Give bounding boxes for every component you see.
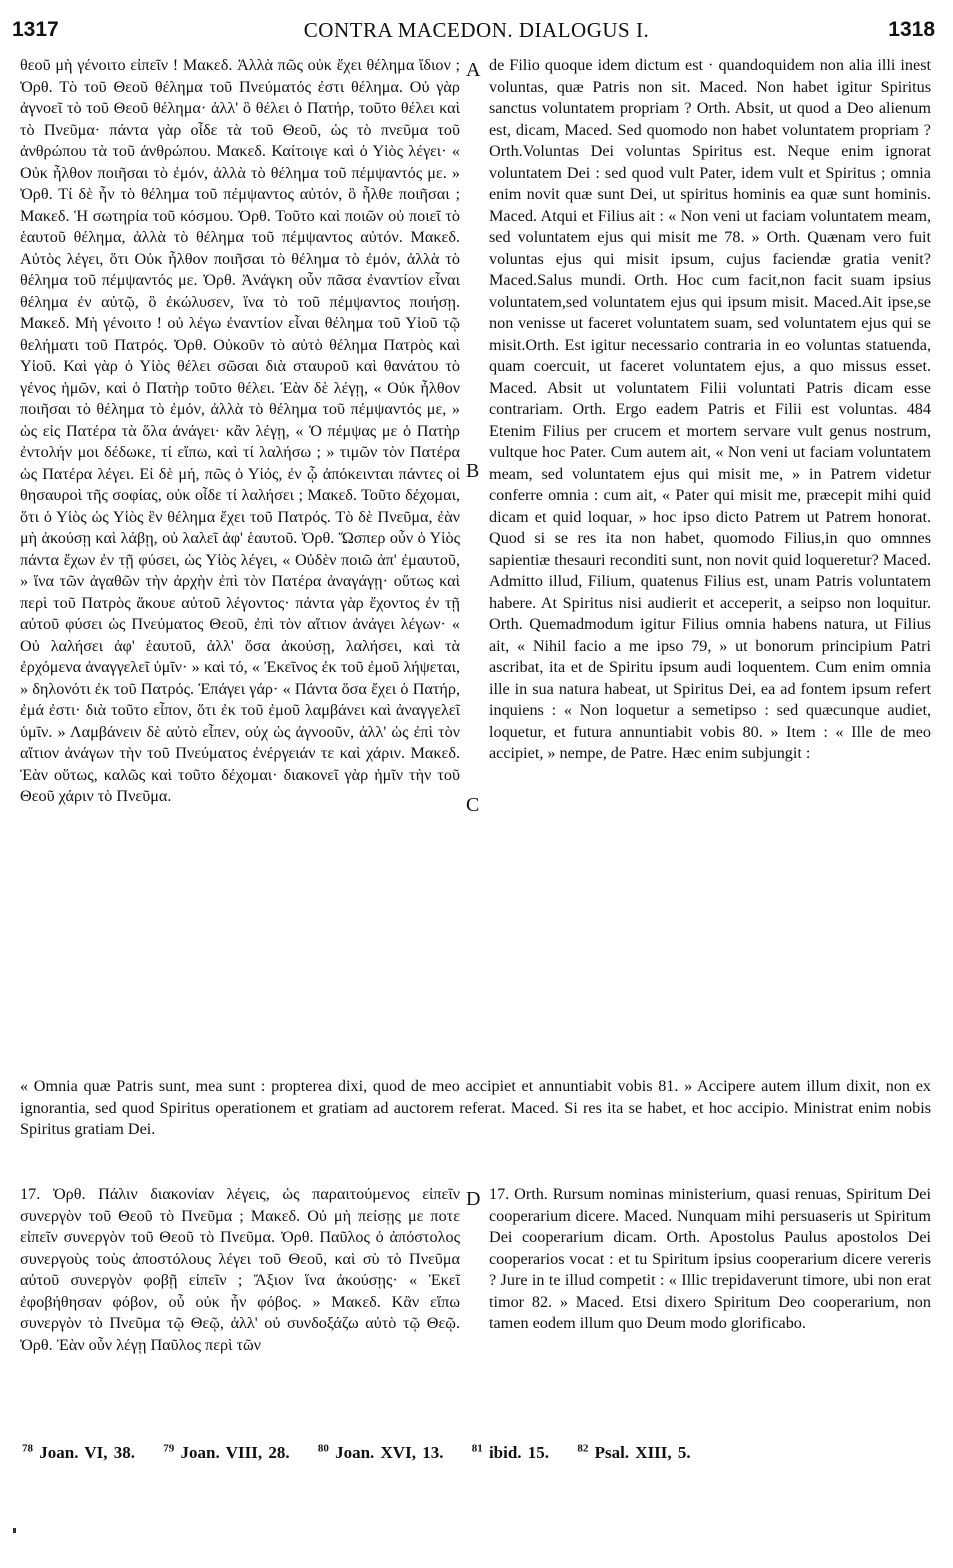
page-header [10, 18, 943, 50]
footnotes [22, 1442, 713, 1463]
running-title: CONTRA MACEDON. DIALOGUS I. [303, 18, 650, 42]
footnote [318, 1443, 444, 1462]
footnote-number: 78 [22, 1442, 33, 1454]
full-width-text: « Omnia quæ Patris sunt, mea sunt : propterea dixi, quod de meo accipiet et annuntiabit vobis 81. » Accipere autem illum dixit, non ex ignorantia, sed quod Spiritus operationem et gratiam ad auctorem referat. Maced. Si res ita se habet, et hoc accipio. Ministrat enim nobis Spiritus gratiam Dei. [20, 1077, 931, 1138]
footnote [577, 1443, 690, 1462]
latin-text-top: de Filio quoque idem dictum est · quandoquidem non alia illi inest voluntas, quæ Patris non sit. Maced. Non habet igitur Spiritus sanctus voluntatem propriam ? Orth. Absit, ut quod a Deo alienum est, dicam, Maced. Sed quomodo non habet voluntatem propriam ? Orth.Voluntas Dei voluntas Spiritus est. Neque enim ignorat voluntatem Dei : sed quod vult Pater, idem vult et Spiritus ; omnia enim novit quæ sunt Dei, ut spiritus hominis ea quæ sunt hominis. Maced. Atqui et Filius ait : « Non veni ut faciam voluntatem meam, sed voluntatem ejus qui misit me 78. » Orth. Quænam vero fuit voluntas ejus qui misit ipsum, cujus faciendæ gratia venit?Maced.Salus mundi. Orth. Hoc cum facit,non facit suam ipsius voluntatem,sed voluntatem ejus qui ipsum misit. Maced.Ait ipse,se non venisse ut faceret voluntatem suam, sed voluntatem ejus qui se misit.Orth. Est igitur necessario contraria in eo voluntas statuenda, quam coercuit, ut faceret voluntatem ejus, a quo missus esset. Maced. Absit ut voluntatem Filii voluntati Patris dicam esse contrariam. Orth. Ergo eadem Patris et Filii est voluntas. 484 Etenim Filius per crucem et mortem servare vult genus nostrum, vultque hoc Pater. Cum autem ait, « Non veni ut faciam voluntatem meam, sed voluntatem ejus qui misit me, » in Patrem videtur conferre omnia : cum ait, « Pater qui misit me, præcepit mihi quid dicam et quid loquar, » hoc ipso dicto Patrem ut Patrem honorat. Quod si se res ita non habet, quomodo Filius,in quo omnnes sapientiæ thesauri reconditi sunt, non novit quid loqueretur? Maced. Admitto illud, Filium, quatenus Filius est, unam Patris voluntatem habere. At Spiritus nisi audierit et acceperit, a seipso non loquitur. Orth. Quemadmodum igitur Filius omnia habens natura, ut Filius ait, « Nihil facio a me ipso 79, » ut bonorum principium Patri ascribat, ita et de Spiritu ipsum audi loquentem. Cum enim omnia ille in sua natura habeat, ut Spiritus Dei, ea ad fontem ipsum refert inquiens : « Non loquetur a semetipso : sed quæcunque audiet, loquetur, et futura annuntiabit vobis 80. » Item : « Ille de meo accipiet, » nempe, de Patre. Hæc enim subjungit : [489, 56, 931, 762]
stray-mark [13, 1528, 16, 1533]
left-page-number: 1317 [12, 18, 59, 41]
section-marker-c: C [466, 794, 480, 816]
footnote-ref: Joan. VIII, 28. [180, 1442, 290, 1462]
footnote [163, 1443, 289, 1462]
footnote-number: 82 [577, 1442, 589, 1454]
section-marker-a: A [466, 59, 481, 81]
footnote-ref: Psal. XIII, 5. [594, 1442, 691, 1462]
footnote-number: 81 [471, 1442, 483, 1454]
footnote-ref: ibid. 15. [488, 1442, 550, 1462]
footnote [22, 1443, 135, 1462]
greek-column-top [20, 55, 460, 808]
section-marker-b: B [466, 460, 480, 482]
greek-column-bottom [20, 1184, 460, 1356]
footnote-number: 80 [317, 1442, 329, 1454]
section-marker-d: D [466, 1188, 481, 1210]
footnote-ref: Joan. XVI, 13. [335, 1442, 444, 1462]
latin-column-bottom [489, 1184, 931, 1335]
latin-column-top [489, 55, 931, 765]
full-width-latin [20, 1076, 931, 1141]
footnote [472, 1443, 549, 1462]
footnote-ref: Joan. VI, 38. [39, 1442, 136, 1462]
latin-text-bottom: 17. Orth. Rursum nominas ministerium, quasi renuas, Spiritum Dei cooperarium dicere. Maced. Nunquam mihi persuaseris ut Spiritum Dei cooperarium dicam. Orth. Apostolus Paulus apostolos Dei cooperarios vocat : et tu Spiritum ipsius cooperarium dicere vereris ? Jure in te illud competit : « Illic trepidaverunt timore, ubi non erat timor 82. » Maced. Etsi dixero Spiritum Deo cooperarium, non tamen eodem illum quo Deum modo glorificabo. [489, 1185, 931, 1332]
greek-text-top: θεοῦ μὴ γένοιτο εἰπεῖν ! Μακεδ. Ἀλλὰ πῶς οὐκ ἔχει θέλημα ἴδιον ; Ὀρθ. Τὸ τοῦ Θεοῦ θέλημα τοῦ Πνεύματός ἐστι θέλημα. Οὐ γὰρ ἀγνοεῖ τὸ τοῦ Θεοῦ θέλημα· ἀλλ' ὃ θέλει ὁ Πατήρ, τοῦτο θέλει καὶ τὸ Πνεῦμα· πάντα γὰρ οἶδε τὰ τοῦ Θεοῦ, ὡς τὸ πνεῦμα τοῦ ἀνθρώπου τὰ τοῦ ἀνθρώπου. Μακεδ. Καίτοιγε καὶ ὁ Υἱὸς λέγει· « Οὐκ ἦλθον ποιῆσαι τὸ ἐμόν, ἀλλὰ τὸ θέλημα τοῦ πέμψαντός με. » Ὀρθ. Τί δὲ ἦν τὸ θέλημα τοῦ πέμψαντος αὐτόν, ὃ ἦλθε ποιῆσαι ; Μακεδ. Ἡ σωτηρία τοῦ κόσμου. Ὀρθ. Τοῦτο καὶ ποιῶν οὐ ποιεῖ τὸ ἑαυτοῦ θέλημα, ἀλλὰ τὸ θέλημα τοῦ πέμψαντος αὐτόν. Μακεδ. Αὐτὸς λέγει, ὅτι Οὐκ ἦλθον ποιῆσαι τὸ θέλημα τὸ ἐμόν, ἀλλὰ τὸ θέλημα τοῦ πέμψαντός με. Ὀρθ. Ἀνάγκη οὖν πᾶσα ἐναντίον εἶναι θέλημα ἐν αὐτῷ, ὃ ἐκώλυσεν, ἵνα τὸ τοῦ πέμψαντος ποιήσῃ. Μακεδ. Μὴ γένοιτο ! οὐ λέγω ἐναντίον εἶναι θέλημα τοῦ Υἱοῦ τῷ θελήματι τοῦ Πατρός. Ὀρθ. Οὐκοῦν τὸ αὐτὸ θέλημα Πατρὸς καὶ Υἱοῦ. Καὶ γὰρ ὁ Υἱὸς θέλει σῶσαι διὰ σταυροῦ καὶ θανάτου τὸ γένος ἡμῶν, καὶ ὁ Πατὴρ τοῦτο θέλει. Ἐὰν δὲ λέγῃ, « Οὐκ ἦλθον ποιῆσαι τὸ θέλημα τὸ ἐμόν, ἀλλὰ τὸ θέλημα τοῦ πέμψαντός με, » ὡς εἰς Πατέρα τὰ ὅλα ἀνάγει· κἂν λέγῃ, « Ὁ πέμψας με ὁ Πατὴρ ἐντολήν μοι δέδωκε, τί εἴπω, καὶ τί λαλήσω ; » τιμῶν τὸν Πατέρα ὡς Πατέρα λέγει. Εἰ δὲ μή, πῶς ὁ Υἱός, ἐν ᾧ ἀπόκεινται πάντες οἱ θησαυροὶ τῆς σοφίας, οὐκ οἶδε τί λαλήσει ; Μακεδ. Τοῦτο δέχομαι, ὅτι ὁ Υἱὸς ὡς Υἱὸς ἓν θέλημα ἔχει τοῦ Πατρός. Τὸ δὲ Πνεῦμα, ἐὰν μὴ ἀκούσῃ καὶ λάβῃ, οὐ λαλεῖ ἀφ' ἑαυτοῦ. Ὀρθ. Ὥσπερ οὖν ὁ Υἱὸς πάντα ἔχων ἐν τῇ φύσει, ὡς Υἱὸς λέγει, « Οὐδὲν ποιῶ ἀπ' ἐμαυτοῦ, » ἵνα τῶν ἀγαθῶν τὴν ἀρχὴν ἐπὶ τὸν Πατέρα ἀναγάγῃ· οὕτως καὶ περὶ τοῦ Πατρὸς ἄκουε αὐτοῦ λέγοντος· πάντα γὰρ ἔχοντος ἐν τῇ αὐτοῦ φύσει ὡς Πνεύματος Θεοῦ, ἐπὶ τὸν αἴτιον ἀνάγει λέγων· « Οὐ λαλήσει ἀφ' ἑαυτοῦ, ἀλλ' ὅσα ἀκούσῃ, λαλήσει, καὶ τὰ ἐρχόμενα ἀναγγελεῖ ὑμῖν· » καὶ τό, « Ἐκεῖνος ἐκ τοῦ ἐμοῦ λήψεται, » δηλονότι ἐκ τοῦ Πατρός. Ἐπάγει γάρ· « Πάντα ὅσα ἔχει ὁ Πατήρ, ἐμά ἐστι· διὰ τοῦτο εἶπον, ὅτι ἐκ τοῦ ἐμοῦ λαμβάνει καὶ ἀναγγελεῖ ὑμῖν. » Λαμβάνειν δὲ αὐτὸ εἶπεν, οὐχ ὡς ἀγνοοῦν, ἀλλ' ὡς ἐπὶ τὸν αἴτιον ἀνάγων τὴν τοῦ Πνεύματος ἐνέργειάν τε καὶ χάριν. Μακεδ. Ἐὰν οὕτως, καλῶς καὶ τοῦτο δέχομαι· διακονεῖ γὰρ ἡμῖν τὴν τοῦ Θεοῦ χάριν τὸ Πνεῦμα. [20, 56, 460, 805]
greek-text-bottom: 17. Ὀρθ. Πάλιν διακονίαν λέγεις, ὡς παραιτούμενος εἰπεῖν συνεργὸν τοῦ Θεοῦ τὸ Πνεῦμα ; Μακεδ. Οὐ μὴ πείσῃς με ποτε εἰπεῖν συνεργὸν τοῦ Θεοῦ τὸ Πνεῦμα. Ὀρθ. Παῦλος ὁ ἀπόστολος συνεργοὺς τοὺς ἀποστόλους λέγει τοῦ Θεοῦ, καὶ σὺ τὸ Πνεῦμα αὐτοῦ συνεργὸν φοβῇ εἰπεῖν ; Ἄξιον ἵνα ἀκούσῃς· « Ἐκεῖ ἐφοβήθησαν φόβον, οὗ οὐκ ἦν φόβος. » Μακεδ. Κἂν εἴπω συνεργὸν τὸ Πνεῦμα τῷ Θεῷ, ἀλλ' οὐ συνδοξάζω αὐτὸ τῷ Θεῷ. Ὀρθ. Ἐὰν οὖν λέγῃ Παῦλος περὶ τῶν [20, 1185, 460, 1354]
right-page-number: 1318 [888, 18, 935, 41]
footnote-number: 79 [163, 1442, 175, 1454]
